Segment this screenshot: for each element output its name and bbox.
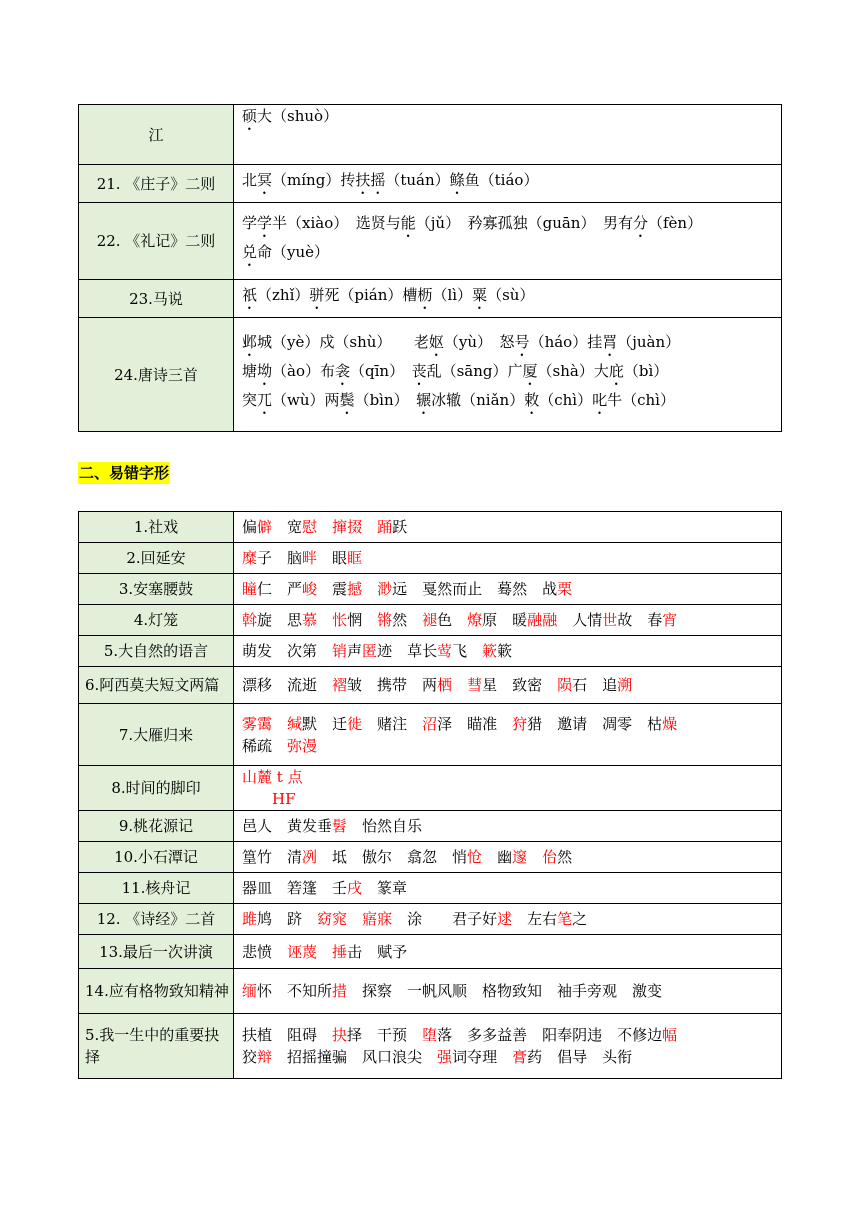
text-segment: 稀疏 — [242, 736, 288, 755]
text-segment: 然 — [557, 848, 573, 866]
text-segment: 塘 — [242, 362, 258, 380]
row-content — [234, 904, 782, 935]
highlighted-char: 缅 — [242, 982, 258, 1000]
table-row — [79, 1014, 782, 1079]
row-content — [234, 318, 782, 432]
text-segment — [527, 848, 542, 866]
text-segment: 邑人 黄发垂 — [242, 817, 333, 835]
text-segment — [452, 676, 467, 694]
text-segment: （bì） — [623, 362, 669, 380]
dotted-char: 冥 — [257, 171, 273, 189]
text-segment: 石 追 — [572, 676, 618, 694]
highlighted-char: 缄 — [287, 714, 303, 733]
row-label: 3.安塞腰鼓 — [79, 574, 234, 605]
text-segment: （fèn） — [647, 214, 703, 232]
highlighted-char: 渺 — [377, 580, 393, 598]
highlighted-char: 慕 — [302, 611, 318, 629]
highlighted-char: 栗 — [557, 580, 573, 598]
text-segment: 涂 君子好 — [392, 910, 498, 928]
text-segment — [317, 611, 332, 629]
row-content — [234, 704, 782, 766]
text-segment: 扶植 阻碍 — [242, 1026, 333, 1044]
row-label: 6.阿西莫夫短文两篇 — [79, 667, 234, 704]
highlighted-char: 诬蔑 — [287, 942, 318, 961]
text-segment: 泽 瞄准 — [437, 714, 513, 733]
content-line — [242, 735, 781, 757]
content-line — [242, 713, 781, 735]
text-segment: （tuán） — [385, 171, 450, 189]
highlighted-char: 斡 — [242, 611, 258, 629]
text-segment: 惘 — [347, 611, 378, 629]
text-segment: 皱 携带 两 — [347, 676, 438, 694]
content-line — [242, 674, 781, 696]
text-segment — [347, 910, 362, 928]
dotted-char: 祇 — [242, 286, 258, 304]
highlighted-char: 锵 — [377, 611, 393, 629]
text-segment: 猎 邀请 凋零 枯 — [527, 714, 663, 733]
text-segment: 鱼（tiáo） — [464, 171, 539, 189]
dotted-char: 骈 — [309, 286, 325, 304]
text-segment: （qīn） — [350, 362, 412, 380]
table-row — [79, 873, 782, 904]
text-segment: （zhǐ） — [257, 286, 310, 304]
row-label: 2.回延安 — [79, 543, 234, 574]
dotted-char: 庇 — [608, 362, 624, 380]
text-segment — [317, 518, 332, 536]
highlighted-char: 僻 — [257, 518, 273, 536]
text-segment: 命（yuè） — [257, 243, 330, 261]
text-segment: 之 — [572, 910, 588, 928]
row-label: 8.时间的脚印 — [79, 766, 234, 811]
highlighted-char: 莺 — [437, 642, 453, 660]
content-line — [242, 578, 781, 600]
row-label: 14.应有格物致知精神 — [79, 969, 234, 1014]
text-segment: 学 — [242, 214, 258, 232]
text-segment: 击 赋予 — [347, 942, 408, 961]
row-label: 23.马说 — [79, 280, 234, 318]
section-heading: 二、易错字形 — [79, 464, 170, 482]
row-content — [234, 605, 782, 636]
highlighted-char: 褶 — [332, 676, 348, 694]
text-segment: 远 戛然而止 蓦然 战 — [392, 580, 558, 598]
highlighted-char: 簌 — [482, 642, 498, 660]
highlighted-char: HF — [242, 790, 296, 808]
content-line — [242, 331, 781, 360]
glyph-table — [78, 511, 782, 1079]
row-label: 4.灯笼 — [79, 605, 234, 636]
text-segment: 宽 — [272, 518, 303, 536]
highlighted-char: 撼 — [347, 580, 363, 598]
highlighted-char: 山麓 t 点 — [242, 768, 303, 786]
highlighted-char: 撺掇 — [332, 518, 363, 536]
highlighted-char: 世 — [602, 611, 618, 629]
highlighted-char: 沼 — [422, 714, 438, 733]
text-segment: （shà）大 — [537, 362, 609, 380]
highlighted-char: 髫 — [332, 817, 348, 835]
content-line — [242, 360, 781, 389]
row-label: 22. 《礼记》二则 — [79, 203, 234, 280]
text-segment: （ào）布 — [272, 362, 336, 380]
text-segment: 牛（chì） — [607, 391, 675, 409]
dotted-char: 硕 — [242, 107, 258, 125]
content-line — [242, 516, 781, 538]
row-content — [234, 543, 782, 574]
row-content — [234, 1014, 782, 1079]
highlighted-char: 措 — [332, 982, 348, 1000]
content-line — [242, 547, 781, 569]
dotted-char: 能 — [400, 214, 416, 232]
highlighted-char: 畔 — [302, 549, 318, 567]
highlighted-char: 窈窕 — [317, 910, 348, 928]
text-segment: （bìn） — [354, 391, 417, 409]
text-segment: （wù）两 — [272, 391, 340, 409]
pinyin-table — [78, 104, 782, 432]
content-line — [242, 908, 781, 930]
dotted-char: 学 — [257, 214, 273, 232]
row-label: 10.小石潭记 — [79, 842, 234, 873]
text-segment: 仁 严 — [257, 580, 303, 598]
highlighted-char: 瞳 — [242, 580, 258, 598]
highlighted-char: 糜 — [242, 549, 258, 567]
row-label: 7.大雁归来 — [79, 704, 234, 766]
text-segment: （yù） 怒 — [443, 333, 515, 351]
text-segment: 乱（sāng）广 — [426, 362, 523, 380]
content-line — [242, 105, 781, 134]
table-row — [79, 165, 782, 203]
highlighted-char: 匿 — [362, 642, 378, 660]
highlighted-char: 褪 — [422, 611, 438, 629]
highlighted-char: 融融 — [527, 611, 558, 629]
row-content — [234, 969, 782, 1014]
highlighted-char: 销 — [332, 642, 348, 660]
row-content — [234, 512, 782, 543]
content-line — [242, 609, 781, 631]
highlighted-char: 彗 — [467, 676, 483, 694]
text-segment: 鸠 跻 — [257, 910, 318, 928]
highlighted-char: 狩 — [512, 714, 528, 733]
table-row — [79, 318, 782, 432]
content-line — [242, 766, 781, 788]
content-line — [242, 941, 781, 963]
row-label: 5.我一生中的重要抉择 — [79, 1014, 234, 1079]
text-segment: 择 干预 — [347, 1026, 423, 1044]
table-row — [79, 105, 782, 165]
text-segment: 突 — [242, 391, 258, 409]
text-segment: 左右 — [512, 910, 558, 928]
text-segment: 飞 — [452, 642, 483, 660]
table-row — [79, 811, 782, 842]
text-segment: 萌发 次第 — [242, 642, 333, 660]
text-segment — [272, 715, 287, 733]
row-label: 11.核舟记 — [79, 873, 234, 904]
dotted-char: 兑 — [242, 243, 258, 261]
highlighted-char: 溯 — [617, 676, 633, 694]
highlighted-char: 逑 — [497, 910, 513, 928]
text-segment: 落 多多益善 阳奉阴违 不修边 — [437, 1026, 663, 1044]
row-label: 江 — [79, 105, 234, 165]
highlighted-char: 徙 — [347, 714, 363, 733]
text-segment: 原 暖 — [482, 611, 528, 629]
table-row — [79, 766, 782, 811]
highlighted-char: 幅 — [662, 1026, 678, 1044]
text-segment: （juàn） — [617, 333, 681, 351]
highlighted-char: 膏 — [512, 1048, 528, 1066]
text-segment: 怀 不知所 — [257, 982, 333, 1000]
text-segment: 偏 — [242, 518, 258, 536]
highlighted-char: 燥 — [662, 714, 678, 733]
row-content — [234, 873, 782, 904]
highlighted-char: 宵 — [662, 611, 678, 629]
highlighted-char: 强 — [437, 1048, 453, 1066]
text-segment: 声 — [347, 642, 363, 660]
row-label: 9.桃花源记 — [79, 811, 234, 842]
dotted-char: 衾 — [335, 362, 351, 380]
table-row — [79, 667, 782, 704]
highlighted-char: 怆 — [467, 848, 483, 866]
text-segment: 大（shuò） — [257, 107, 339, 125]
dotted-char: 辗 — [416, 391, 432, 409]
content-line — [242, 788, 781, 810]
text-segment: 狡 — [242, 1048, 258, 1066]
highlighted-char: 辩 — [257, 1048, 273, 1066]
row-label: 13.最后一次讲演 — [79, 935, 234, 969]
row-label: 1.社戏 — [79, 512, 234, 543]
highlighted-char: 怅 — [332, 611, 348, 629]
text-segment: （háo）挂 — [529, 333, 603, 351]
text-segment: 篁竹 清 — [242, 848, 303, 866]
dotted-char: 叱 — [592, 391, 608, 409]
highlighted-char: 弥漫 — [287, 736, 318, 755]
table-row — [79, 704, 782, 766]
content-line — [242, 877, 781, 899]
row-content — [234, 842, 782, 873]
row-content — [234, 165, 782, 203]
table-row — [79, 935, 782, 969]
text-segment: 赌注 — [362, 714, 423, 733]
content-line — [242, 212, 781, 241]
text-segment: 篆章 — [362, 879, 408, 897]
table-row — [79, 543, 782, 574]
table-row — [79, 512, 782, 543]
text-segment: 眼 — [317, 549, 348, 567]
table-row — [79, 280, 782, 318]
text-segment: 幽 — [482, 848, 513, 866]
text-segment: （sù） — [487, 286, 535, 304]
content-line — [242, 980, 781, 1002]
table-row — [79, 904, 782, 935]
row-content — [234, 766, 782, 811]
text-segment: 北 — [242, 171, 258, 189]
highlighted-char: 眶 — [347, 549, 363, 567]
text-segment: （lì） — [432, 286, 473, 304]
content-line — [242, 389, 781, 418]
row-label: 5.大自然的语言 — [79, 636, 234, 667]
highlighted-char: 抉 — [332, 1026, 348, 1044]
dotted-char: 兀 — [257, 391, 273, 409]
highlighted-char: 佁 — [542, 848, 558, 866]
table-row — [79, 574, 782, 605]
highlighted-char: 寤寐 — [362, 910, 393, 928]
text-segment: 簌 — [497, 642, 513, 660]
dotted-char: 丧 — [411, 362, 427, 380]
text-segment: 子 脑 — [257, 549, 303, 567]
highlighted-char: 捶 — [332, 942, 348, 961]
text-segment: 死（pián）槽 — [324, 286, 418, 304]
highlighted-char: 邃 — [512, 848, 528, 866]
highlighted-char: 慰 — [302, 518, 318, 536]
dotted-char: 分 — [632, 214, 648, 232]
text-segment: 默 迁 — [302, 714, 348, 733]
highlighted-char: 峻 — [302, 580, 318, 598]
content-line — [242, 1046, 781, 1068]
highlighted-char: 堕 — [422, 1026, 438, 1044]
text-segment: （chì） — [539, 391, 593, 409]
row-content — [234, 280, 782, 318]
text-segment: 星 致密 — [482, 676, 558, 694]
highlighted-char: 戌 — [347, 879, 363, 897]
text-segment: 人情 — [557, 611, 603, 629]
row-content — [234, 636, 782, 667]
content-line — [242, 815, 781, 837]
text-segment: 冰辙（niǎn） — [431, 391, 525, 409]
text-segment: （míng）抟 — [272, 171, 356, 189]
text-segment: 药 倡导 头衔 — [527, 1048, 633, 1066]
text-segment: 招摇撞骗 风口浪尖 — [272, 1048, 438, 1066]
text-segment: 跃 — [392, 518, 408, 536]
text-segment: 漂移 流逝 — [242, 676, 333, 694]
row-content — [234, 105, 782, 165]
table-row — [79, 969, 782, 1014]
dotted-char: 邺 — [242, 333, 258, 351]
text-segment: 然 — [392, 611, 423, 629]
table-row — [79, 605, 782, 636]
highlighted-char: 燎 — [467, 611, 483, 629]
highlighted-char: 栖 — [437, 676, 453, 694]
text-segment: （jǔ） 矜寡孤独（guān） 男有 — [415, 214, 633, 232]
row-label: 24.唐诗三首 — [79, 318, 234, 432]
text-segment: 器皿 箬篷 壬 — [242, 879, 348, 897]
dotted-char: 鬓 — [339, 391, 355, 409]
content-line — [242, 241, 781, 270]
text-segment — [362, 580, 377, 598]
table-row — [79, 842, 782, 873]
text-segment — [362, 518, 377, 536]
dotted-char: 号 — [514, 333, 530, 351]
dotted-char: 敕 — [524, 391, 540, 409]
dotted-char: 粟 — [472, 286, 488, 304]
text-segment: 故 春 — [617, 611, 663, 629]
text-segment: 词夺理 — [452, 1048, 513, 1066]
content-line — [242, 284, 781, 313]
highlighted-char: 踊 — [377, 518, 393, 536]
text-segment: 迹 草长 — [377, 642, 438, 660]
dotted-char: 罥 — [602, 333, 618, 351]
row-content — [234, 203, 782, 280]
content-line — [242, 846, 781, 868]
text-segment: 悲愤 — [242, 942, 288, 961]
text-segment: 探察 一帆风顺 格物致知 袖手旁观 激变 — [347, 982, 663, 1000]
highlighted-char: 雾霭 — [242, 714, 273, 733]
row-label: 21. 《庄子》二则 — [79, 165, 234, 203]
text-segment: 坻 傲尔 翕忽 悄 — [317, 848, 468, 866]
row-content — [234, 667, 782, 704]
content-line — [242, 169, 781, 198]
table-row — [79, 203, 782, 280]
text-segment: 色 — [437, 611, 468, 629]
text-segment: 旋 思 — [257, 611, 303, 629]
dotted-char: 扶摇 — [355, 171, 386, 189]
row-label: 12. 《诗经》二首 — [79, 904, 234, 935]
highlighted-char: 笔 — [557, 910, 573, 928]
text-segment: 半（xiào） 选贤与 — [272, 214, 401, 232]
dotted-char: 鲦 — [449, 171, 465, 189]
row-content — [234, 935, 782, 969]
dotted-char: 厦 — [522, 362, 538, 380]
highlighted-char: 雎 — [242, 910, 258, 928]
table-row — [79, 636, 782, 667]
content-line — [242, 1024, 781, 1046]
dotted-char: 坳 — [257, 362, 273, 380]
text-segment: 城（yè）戍（shù） 老 — [257, 333, 429, 351]
text-segment — [317, 943, 332, 961]
text-segment: 震 — [317, 580, 348, 598]
dotted-char: 妪 — [428, 333, 444, 351]
row-content — [234, 574, 782, 605]
row-content — [234, 811, 782, 842]
highlighted-char: 陨 — [557, 676, 573, 694]
highlighted-char: 冽 — [302, 848, 318, 866]
dotted-char: 枥 — [417, 286, 433, 304]
text-segment: 怡然自乐 — [347, 817, 423, 835]
content-line — [242, 640, 781, 662]
